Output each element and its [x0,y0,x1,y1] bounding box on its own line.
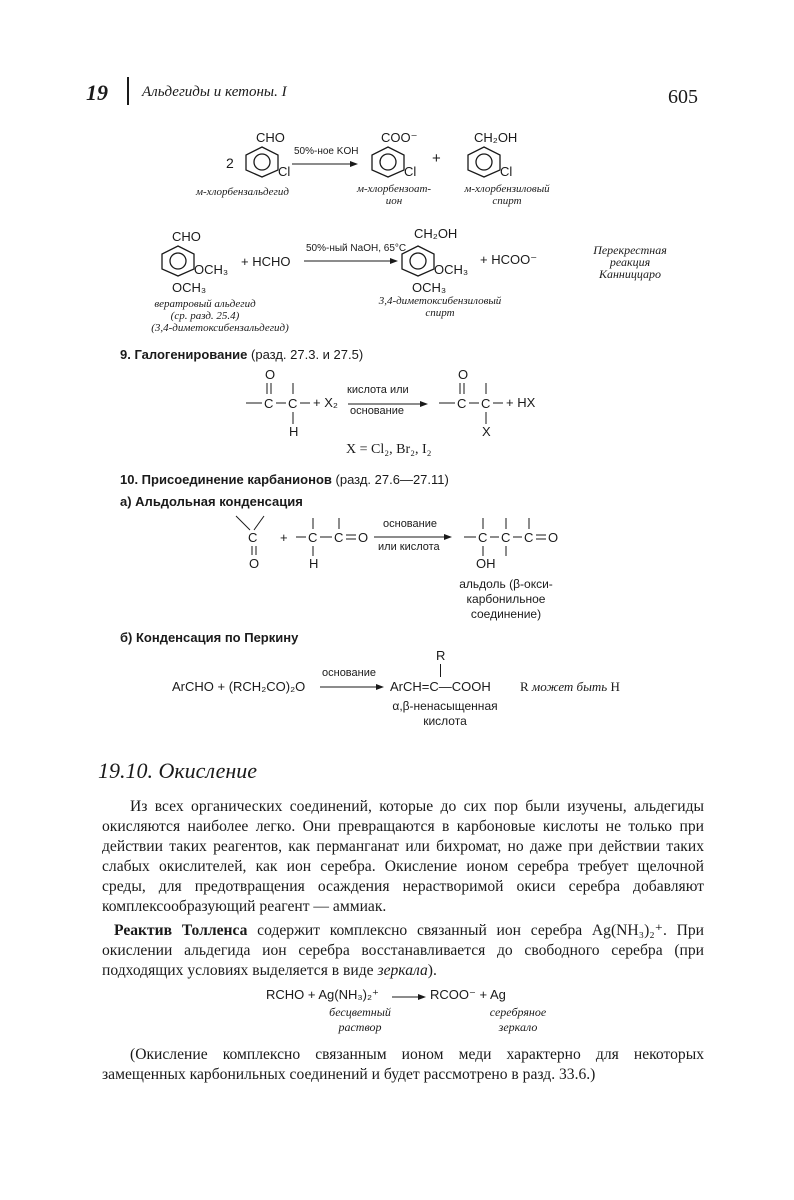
label-alcohol-1: м-хлорбензиловый [464,183,550,195]
perkin-r-group: R [436,648,446,663]
svg-text:H: H [289,424,299,439]
svg-text:C: C [248,530,258,545]
paragraph-3 [102,1045,704,1085]
equation-right: RCOO⁻ + Ag [430,987,506,1002]
plus-sign: + [432,150,441,167]
arrow-reagent: 50%-ное KOH [294,146,359,157]
label-silver: серебряное [489,1005,547,1019]
substituent-cl: Cl [500,164,513,179]
coefficient: 2 [226,155,234,171]
svg-text:C: C [457,396,467,411]
svg-text:X: X [482,424,491,439]
arrow-label-bottom: основание [350,405,404,417]
reaction-arrow-icon [320,683,384,691]
bond-line [440,664,441,677]
oxygen-label: O [265,367,276,382]
section-9-ref: (разд. 27.3. и 27.5) [251,347,364,362]
svg-text:O: O [548,530,559,545]
note-line-3: Канниццаро [598,267,662,281]
note-line-2: реакция [609,255,651,269]
plus-formate: + HCOO⁻ [480,252,538,267]
perkin-reactants: ArCHO + (RCH₂CO)₂O [172,679,306,694]
label-anion-2: ион [385,195,403,207]
svg-text:C: C [501,530,511,545]
svg-text:C: C [524,530,534,545]
perkin-label-1: α,β-ненасыщенная [392,699,498,713]
svg-text:OH: OH [476,556,496,571]
svg-text:+: + [280,530,288,545]
substituent-cl: Cl [278,164,291,179]
label-aldehyde: м-хлорбензальдегид [196,186,289,198]
paragraph-1 [102,797,704,917]
aldol-product-label-2: карбонильное [466,592,546,606]
arrow-label-top: кислота или [347,384,409,396]
aldol-arrow-bottom: или кислота [378,541,440,553]
paragraph-3-text: (Окисление комплексно связанным ионом меди характерно для некоторых замещенных карбонильных соединений и будет рассмотрено в разд. 33.6.) [102,1046,704,1083]
benzene-ring-icon [400,245,436,277]
paragraph-2 [102,921,704,981]
substituent-cl: Cl [404,164,417,179]
reaction-arrow-icon [292,160,358,168]
halogen-reagent: + X₂ [313,395,338,410]
running-title: Альдегиды и кетоны. I [142,84,287,100]
perkin-note-r: R [520,679,529,694]
substituent-ch2oh: CH₂OH [474,130,518,145]
section-9-title: 9. Галогенирование [120,347,248,362]
arrow-reagent: 50%-ный NaOH, 65°C [306,243,407,254]
section-9-heading [120,347,363,362]
halogen-list: X = Cl₂, Br₂, I₂ [346,442,432,457]
substituent-cho: CHO [256,130,285,145]
label-veratraldehyde-3: (3,4-диметоксибензальдегид) [151,322,289,334]
label-colorless: бесцветный [329,1005,391,1019]
plus-formaldehyde: + HCHO [241,254,291,269]
label-alcohol-2: спирт [492,195,522,207]
aldol-product-label-1: альдоль (β-окси- [459,577,553,591]
section-title: 19.10. Окисление [98,758,258,783]
perkin-note-text: может быть [531,679,608,694]
substituent-och3: OCH₃ [194,262,229,277]
perkin-arrow-label: основание [322,667,376,679]
aldol-product-label-3: соединение) [470,607,542,621]
substituent-och3: OCH₃ [172,280,207,295]
svg-text:H: H [309,556,319,571]
section-10-heading [120,472,449,487]
aldol-arrow-top: основание [383,518,437,530]
benzene-ring-icon [244,146,280,178]
svg-text:C: C [308,530,318,545]
perkin-note-h: H [610,679,620,694]
label-product-2: спирт [425,307,455,319]
svg-text:O: O [358,530,369,545]
substituent-ch2oh: CH₂OH [414,226,458,241]
section-10-title: 10. Присоединение карбанионов [120,472,332,487]
substituent-cho: CHO [172,229,201,244]
substituent-och3: OCH₃ [434,262,469,277]
subsection-a-title: а) Альдольная конденсация [120,494,303,509]
header-divider [127,77,129,105]
benzene-ring-icon [160,245,196,277]
perkin-note [520,679,620,695]
benzene-ring-icon [370,146,406,178]
substituent-coo: COO⁻ [381,130,418,145]
label-solution: раствор [338,1020,382,1034]
label-product-1: 3,4-диметоксибензиловый [378,295,502,307]
label-mirror: зеркало [498,1020,538,1034]
page-number: 605 [668,86,698,108]
svg-text:C: C [478,530,488,545]
reaction-arrow-icon [392,993,426,1001]
svg-text:C: C [334,530,344,545]
chapter-number: 19 [86,80,108,105]
svg-text:C: C [264,396,274,411]
label-anion-1: м-хлорбензоат- [356,183,432,195]
subsection-b-title: б) Конденсация по Перкину [120,630,299,645]
perkin-product: ArCH=C—COOH [390,679,491,694]
svg-text:O: O [458,367,469,382]
section-10-ref: (разд. 27.6—27.11) [335,472,449,487]
svg-text:C: C [288,396,298,411]
label-veratraldehyde-2: (ср. разд. 25.4) [170,310,240,322]
tollens-reagent-term: Реактив Толленса [114,922,248,939]
reaction-arrow-icon [304,257,398,265]
perkin-label-2: кислота [423,714,467,728]
label-veratraldehyde-1: вератровый альдегид [154,298,256,310]
paragraph-1-text: Из всех органических соединений, которые до сих пор были изучены, альдегиды окисляются наиболее легко. Они превращаются в карбоновые кислоты не только при действии таких реагентов, как перманганат или бихромат, но даже при действии таких слабых окислителей, как ион серебра. Окисление ионом серебра требует щелочной среды, для предотвращения осаждения нерастворимой окиси серебра добавляют комплексообразующий реагент — аммиак. [102,798,704,915]
byproduct-hx: + HX [506,395,536,410]
substituent-och3: OCH₃ [412,280,447,295]
paragraph-2-text: Реактив Толленса содержит комплексно связанный ион серебра Ag(NH₃)₂⁺. При окислении альдегида ион серебра восстанавливается до свободного серебра (при подходящих условиях выделяется в виде зеркала). [102,922,705,979]
benzene-ring-icon [466,146,502,178]
svg-text:O: O [249,556,260,571]
equation-left: RCHO + Ag(NH₃)₂⁺ [266,987,379,1002]
svg-text:C: C [481,396,491,411]
note-line-1: Перекрестная [593,243,667,257]
